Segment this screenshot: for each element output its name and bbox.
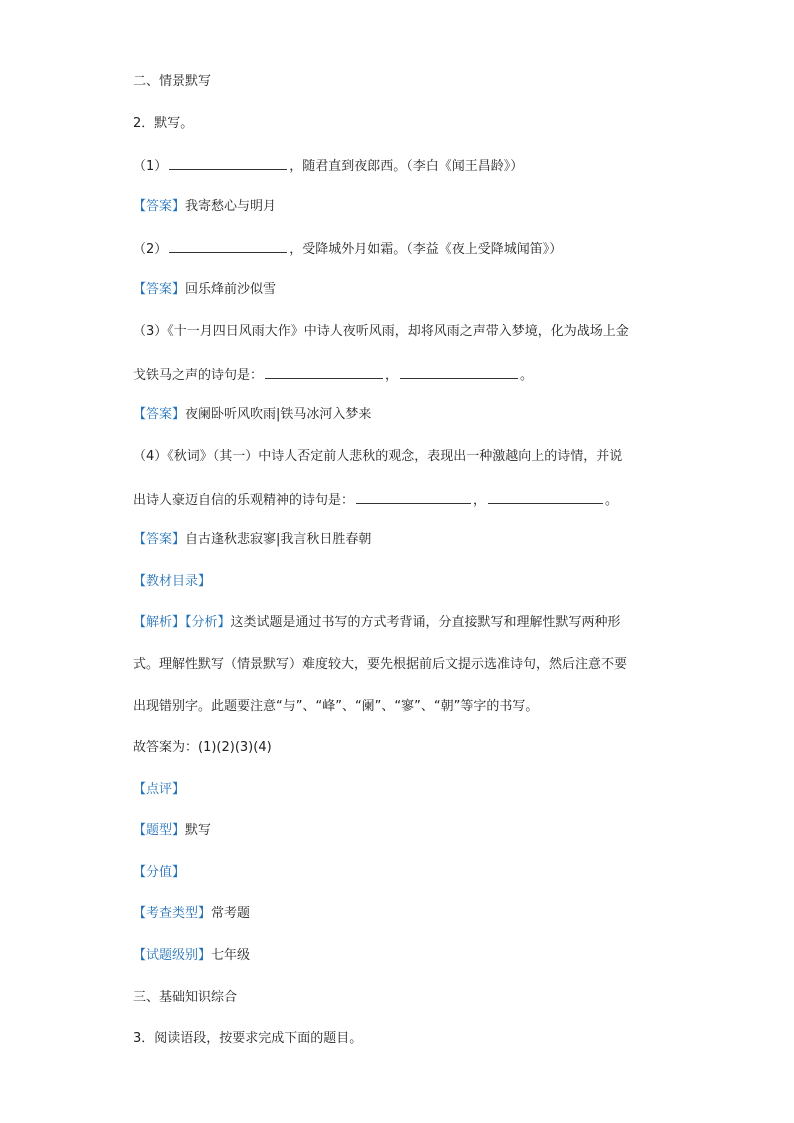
section-heading: 三、基础知识综合 xyxy=(133,990,238,1005)
item-number: （2） xyxy=(133,242,168,257)
answer-blank[interactable] xyxy=(169,157,287,170)
fill-item-1 xyxy=(133,157,523,175)
answer-tag: 【答案】 xyxy=(133,199,186,214)
answer-blank[interactable] xyxy=(265,366,383,379)
answer-line-2 xyxy=(133,282,276,298)
item-text: 出诗人豪迈自信的乐观精神的诗句是： xyxy=(133,493,355,508)
question-type-tag: 【题型】 xyxy=(133,823,186,838)
level-value: 七年级 xyxy=(211,948,251,963)
section-heading: 二、情景默写 xyxy=(133,74,212,89)
analysis-text: 这类试题是通过书写的方式考背诵，分直接默写和理解性默写两种形 xyxy=(230,615,621,630)
separator: ， xyxy=(473,493,487,508)
end-mark: 。 xyxy=(520,368,534,383)
analysis-tag: 【解析】 xyxy=(133,615,186,630)
analysis-line2: 式。理解性默写（情景默写）难度较大，要先根据前后文提示选准诗句，然后注意不要 xyxy=(133,657,628,672)
item-text: 戈铁马之声的诗句是： xyxy=(133,368,264,383)
separator: ， xyxy=(385,368,399,383)
question-stem: 2．默写。 xyxy=(133,116,194,131)
answer-blank[interactable] xyxy=(356,491,471,504)
question-type-line xyxy=(133,823,211,839)
fill-item-2 xyxy=(133,240,562,258)
question-type-value: 默写 xyxy=(185,823,212,838)
analysis-line3: 出现错别字。此题要注意“与”、“峰”、“阑”、“寥”、“朝”等字的书写。 xyxy=(133,699,539,714)
analysis-subtag: 【分析】 xyxy=(185,615,231,630)
exam-type-tag: 【考查类型】 xyxy=(133,906,212,921)
item-text: ，随君直到夜郎西。（李白《闻王昌龄》） xyxy=(289,159,524,174)
answer-blank[interactable] xyxy=(488,491,603,504)
catalog-tag: 【教材目录】 xyxy=(133,574,212,589)
fill-item-3-line1: （3）《十一月四日风雨大作》中诗人夜听风雨，却将风雨之声带入梦境，化为战场上金 xyxy=(133,324,629,339)
comment-tag: 【点评】 xyxy=(133,782,186,797)
answer-tag: 【答案】 xyxy=(133,532,186,547)
answer-tag: 【答案】 xyxy=(133,407,186,422)
question-stem: 3．阅读语段，按要求完成下面的题目。 xyxy=(133,1031,363,1046)
fill-item-3-line2 xyxy=(133,366,533,384)
answer-text: 夜阑卧听风吹雨|铁马冰河入梦来 xyxy=(185,407,372,422)
answer-line-3 xyxy=(133,407,371,423)
exam-type-line xyxy=(133,906,250,922)
answer-line-4 xyxy=(133,532,371,548)
fill-item-4-line1: （4）《秋词》（其一）中诗人否定前人悲秋的观念，表现出一种激越向上的诗情，并说 xyxy=(133,449,623,464)
level-tag: 【试题级别】 xyxy=(133,948,212,963)
item-text: ，受降城外月如霜。（李益《夜上受降城闻笛》） xyxy=(289,242,563,257)
fill-item-4-line2 xyxy=(133,491,618,509)
answer-line-1 xyxy=(133,199,276,215)
answer-text: 回乐烽前沙似雪 xyxy=(185,282,277,297)
answer-blank[interactable] xyxy=(169,240,287,253)
answer-tag: 【答案】 xyxy=(133,282,186,297)
answer-text: 我寄愁心与明月 xyxy=(185,199,277,214)
analysis-line1 xyxy=(133,615,621,631)
exam-type-value: 常考题 xyxy=(211,906,251,921)
answer-text: 自古逢秋悲寂寥|我言秋日胜春朝 xyxy=(185,532,372,547)
item-number: （1） xyxy=(133,159,168,174)
level-line xyxy=(133,948,250,964)
end-mark: 。 xyxy=(605,493,619,508)
answer-blank[interactable] xyxy=(400,366,518,379)
score-tag: 【分值】 xyxy=(133,865,186,880)
final-answer: 故答案为：(1)(2)(3)(4) xyxy=(133,740,272,755)
